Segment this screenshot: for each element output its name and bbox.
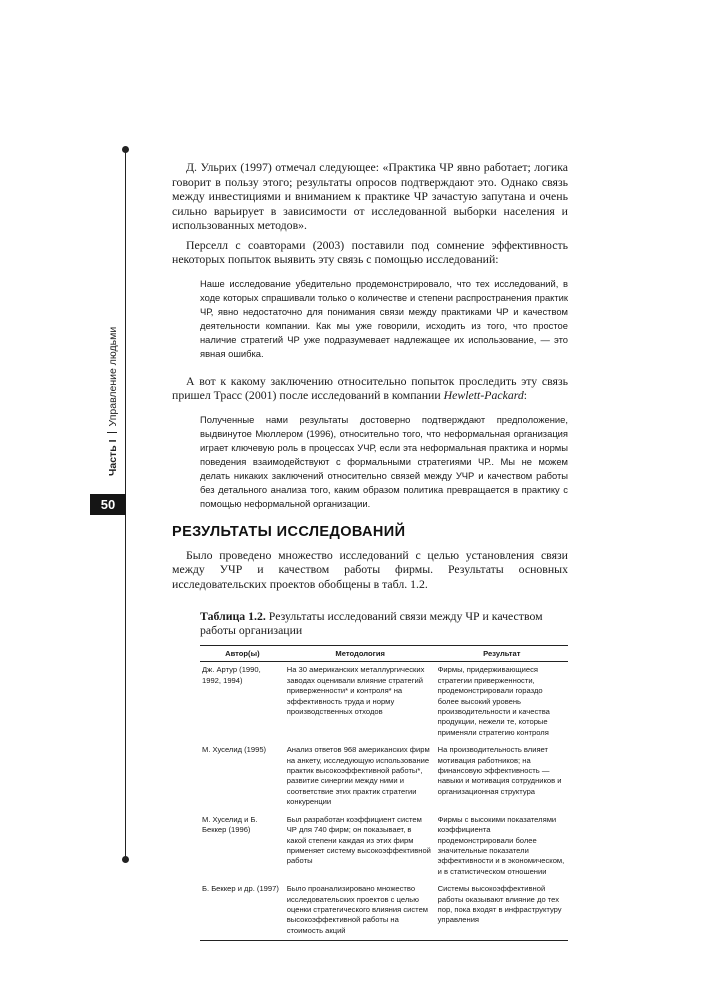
cell-author: М. Хуселид (1995) [202,745,267,755]
table-header-row [200,646,568,662]
paragraph-results: Было проведено множество исследований с целью установления связи между УЧР и качеством работы фирмы. Результаты основных исследовательских проектов обобщены в табл. 1.2. [172,547,568,591]
section-heading: РЕЗУЛЬТАТЫ ИССЛЕДОВАНИЙ [172,523,406,540]
table-row [200,812,568,881]
cell-author: М. Хуселид и Б. Беккер (1996) [202,814,258,835]
cell-method: Было проанализировано множество исследовательских проектов с целью оценки стратегического влияния систем высокоэффективной работы на стоимость акций [285,881,436,941]
paragraph-truss-end: : [523,388,528,402]
part-label: Часть I [107,439,119,476]
page-number: 50 [90,494,126,515]
running-head-divider [107,433,117,434]
margin-rule-bottom-dot [122,856,129,863]
company-name: Hewlett-Packard [443,388,524,402]
margin-rule-top-dot [122,146,129,153]
page-body [172,160,568,941]
cell-author: Б. Беккер и др. (1997) [200,881,285,941]
header-author: Автор(ы) [200,646,285,662]
table-caption [200,609,568,637]
table-row [200,662,568,742]
paragraph-purcell: Перселл с соавторами (2003) поставили под сомнение эффективность некоторых попыток выявить эту связь с помощью исследований: [172,237,568,266]
cell-author: Дж. Артур (1990, 1992, 1994) [202,665,261,685]
header-result: Результат [436,646,568,662]
block-quote-truss: Полученные нами результаты достоверно подтверждают предположение, выдвинутое Мюллером (1996), относительно того, что неформальная организация играет ключевую роль в процессах УЧР, если эта неформальная практика и нормы поведения взаимодействуют с формальными стратегиями ЧР.. Мы не можем делать никаких заключений относительно связей между УЧР и качеством работы без детального анализа того, каким образом политика превращается в практику с помощью неформальной организации. [200,413,568,509]
paragraph-truss [172,374,568,403]
paragraph-ulrich: Д. Ульрих (1997) отмечал следующее: «Практика ЧР явно работает; логика говорит в пользу этого; результаты опросов подтверждают это. Однако связь между инвестициями и вниманием к практике ЧР зачастую запутана и очень сильно варьирует в зависимости от исследованной выборки населения и использованных методов». [172,160,568,232]
section-title: Управление людьми [107,326,119,427]
cell-method: Анализ ответов 968 американских фирм на анкету, исследующую использование практик высокоэффективной работы*, развитие синергии между ними и соответствие этих практик стратегии конкуренции [286,745,430,807]
table-caption-text: Результаты исследований связи между ЧР и качеством работы организации [200,609,543,637]
table-caption-label: Таблица 1.2. [200,609,266,623]
table-row [200,881,568,941]
cell-result: Фирмы с высокими показателями коэффициента продемонстрировали более значительные показатели эффективности и в экономическом, и в статистическом отношении [437,814,565,876]
cell-method: На 30 американских металлургических заводах оценивали влияние стратегий приверженности* и контроля* на эффективность труда и норму производственных отходов [286,665,425,717]
block-quote-purcell: Наше исследование убедительно продемонстрировало, что тех исследований, в ходе которых спрашивали только о количестве и степени распространения практик ЧР, явно недостаточно для понимания связи между практиками ЧР и качеством деятельности компании. Как мы уже говорили, исходить из того, что простое наличие стратегий ЧР уже подразумевает надлежащее их использование, — это явная ошибка. [200,277,568,359]
paragraph-truss-text: А вот к какому заключению относительно попыток проследить эту связь пришел Трасс (2001) после исследований в компании [172,373,568,402]
cell-result: На производительность влияет мотивация работников; на финансовую эффективность — навыки и мотивация сотрудников и организационная структура [437,745,562,796]
cell-method: Был разработан коэффициент систем ЧР для 740 фирм; он показывает, в какой степени каждая из этих фирм применяет систему высокоэффективной работы [286,814,431,866]
cell-result: Системы высокоэффективной работы оказывают влияние до тех пор, пока входят в инфраструктуру управления [436,881,568,941]
results-table [200,645,568,941]
header-methodology: Методология [285,646,436,662]
cell-result: Фирмы, придерживающиеся стратегии приверженности, продемонстрировали гораздо более высокий уровень производительности и качества продукции, нежели те, которые применяли стратегию контроля [437,665,550,737]
table-row [200,742,568,811]
